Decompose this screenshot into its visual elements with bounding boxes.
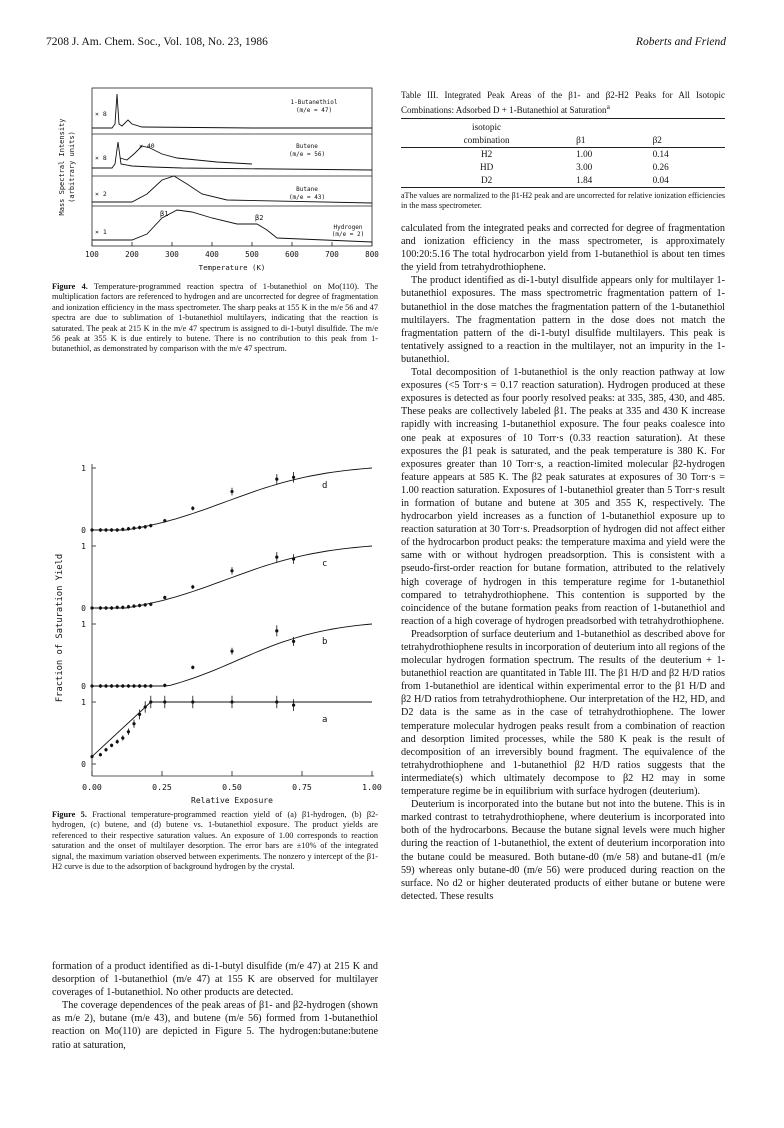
data-point xyxy=(110,744,113,747)
data-point xyxy=(99,753,102,756)
panel-label-c: c xyxy=(322,559,328,569)
figure-5-caption-text: Fractional temperature-programmed reaction yield of (a) β1-hydrogen, (b) β2-hydrogen, (c) butene, and (d) butene vs. 1-butanethiol exposure. The product yields are referenced to their respective saturation values. An exposure of 1.00 corresponds to reaction saturation and the onset of multilayer desorption. The error bars are ±10% of the integrated signal, the maximum variation observed between experiments. The nonzero y intercept of the β1-H2 curve is due to the adsorption of background hydrogen by the crystal. xyxy=(52,810,379,872)
trace-label: (m/e = 2) xyxy=(331,231,365,238)
trace-hydrogen xyxy=(92,210,372,242)
data-point xyxy=(90,528,93,531)
data-point xyxy=(104,528,107,531)
table-header: β1 xyxy=(576,135,586,146)
fig4-xtick: 600 xyxy=(285,250,299,259)
data-point xyxy=(230,490,233,493)
fig5-xtick: 1.00 xyxy=(362,782,382,792)
fig5-ytick-label: 0 xyxy=(81,682,86,691)
data-point xyxy=(121,736,124,739)
data-point xyxy=(275,478,278,481)
fig5-xtick: 0.25 xyxy=(152,782,172,792)
data-point xyxy=(144,705,147,708)
fig5-xtick: 0.50 xyxy=(222,782,242,792)
table-3-title: Table III. Integrated Peak Areas of the β1- and β2-H2 Peaks for All Isotopic Combinations: Adsorbed D + 1-Butanethiol at Saturation$^a$ xyxy=(401,90,725,115)
figure-5-caption xyxy=(52,810,378,872)
figure-5 xyxy=(52,458,382,804)
data-point xyxy=(292,640,295,643)
data-point xyxy=(110,684,113,687)
data-point xyxy=(191,666,194,669)
paragraph: Preadsorption of surface deuterium and 1-butanethiol as described above for tetrahydrothiophene results in incorporation of deuterium into all regions of the molecular hydrogen formation spectrum. The results of the deuterium + 1-butanethiol reaction are quantitated in Table III. The β1 H/D and β2 H/D ratios from 1-butanethiol are identical within experimental error to the β1 H/D and β2 H/D ratios from tetrahydrothiophene. Our interpretation of the H2, HD, and D2 data is the same as in the case of tetrahydrothiophene. The lower temperature molecular hydrogen peaks result from a combination of reaction and desorption limited processes, while the 580 K peak is the result of decomposition of an irreversibly bound fragment. The equivalence of the tetrahydrothiophene and 1-butanethiol β2 H/D ratios suggests that the intermediate(s) which ultimately decompose to β2 H2 may in some temperature regime be in equilibrium with surface hydrogen (deuterium). xyxy=(401,628,725,798)
fig4-xlabel: Temperature (K) xyxy=(198,263,266,272)
fig4-ylabel-2: (arbitrary units) xyxy=(68,131,76,203)
fit-curve-a xyxy=(92,702,372,757)
fig5-ylabel: Fraction of Saturation Yield xyxy=(55,553,65,703)
trace-inset-multiplier: × 40 xyxy=(139,142,155,150)
data-point xyxy=(104,748,107,751)
data-point xyxy=(292,557,295,560)
fit-curve-d xyxy=(92,468,372,530)
data-point xyxy=(149,700,152,703)
paragraph: The product identified as di-1-butyl disulfide appears only for multilayer 1-butanethiol exposures. The mass spectrometric fragmentation pattern of 1-butanethiol in the dose matches the fragmentation pattern of the 1-butanethiol multilayers. The fragmentation pattern in the dose does not match the fragmentation pattern of the di-1-butyl disulfide multilayers. This peak is tentatively assigned to a reaction in the multilayer, not an impurity in the 1-butanethiol. xyxy=(401,275,725,365)
figure-4-caption-text: Temperature-programmed reaction spectra of 1-butanethiol on Mo(110). The multiplication factors are referenced to hydrogen and are uncorrected for degree of fragmentation and ionization efficiency in the mass spectrometer. The sharp peaks at 155 K in the m/e 56 and 47 spectra are due to sublimation of 1-butanethiol multilayers, indicating that the reaction is saturated. The peak at 215 K in the m/e 47 spectrum is assigned to di-1-butyl disulfide. The m/e 56 peak at 355 K is due entirely to butene. There is no contribution to this peak from 1-butanethiol, as demonstrated by comparison with the m/e 47 spectrum. xyxy=(52,282,378,354)
data-point xyxy=(132,684,135,687)
data-point xyxy=(127,527,130,530)
paragraph: The coverage dependences of the peak areas of β1- and β2-hydrogen (shown as m/e 2), butane (m/e 43), and butene (m/e 56) formed from 1-butanethiol reaction on Mo(110) are depicted in Figure 5. The hydrogen:butane:butene ratio at saturation, xyxy=(52,1000,378,1051)
trace-label: Butene xyxy=(296,143,318,150)
data-point xyxy=(127,684,130,687)
data-point xyxy=(104,606,107,609)
fig5-ytick-label: 1 xyxy=(81,542,86,551)
data-point xyxy=(275,700,278,703)
left-body-text xyxy=(52,960,378,1052)
trace-multiplier: × 1 xyxy=(95,228,107,236)
fig5-ytick-label: 1 xyxy=(81,464,86,473)
trace-label: (m/e = 43) xyxy=(288,194,326,201)
data-point xyxy=(121,528,124,531)
panel-label-a: a xyxy=(322,715,328,725)
fig5-ytick-label: 0 xyxy=(81,526,86,535)
data-point xyxy=(90,755,93,758)
paragraph: calculated from the integrated peaks and corrected for degree of fragmentation and ionization efficiency in the mass spectrometer, is approximately 100:20:5.16 The total hydrocarbon yield from 1-butanethiol is about ten times the yield from tetrahydrothiophene. xyxy=(401,223,725,274)
data-point xyxy=(121,606,124,609)
data-point xyxy=(163,684,166,687)
data-point xyxy=(191,585,194,588)
data-point xyxy=(275,629,278,632)
fig5-ytick-label: 1 xyxy=(81,698,86,707)
data-point xyxy=(230,650,233,653)
data-point xyxy=(116,740,119,743)
figure-5-plot xyxy=(52,458,382,804)
peak-label-beta2: β2 xyxy=(255,214,264,222)
data-point xyxy=(138,604,141,607)
data-point xyxy=(127,605,130,608)
data-point xyxy=(138,684,141,687)
data-point xyxy=(163,700,166,703)
figure-4-caption-label: Figure 4. xyxy=(52,282,88,291)
figure-4-plot xyxy=(52,84,382,274)
trace-multiplier: × 2 xyxy=(95,190,107,198)
journal-citation: 7208 J. Am. Chem. Soc., Vol. 108, No. 23, 1986 xyxy=(46,36,268,48)
fig4-xtick: 200 xyxy=(125,250,139,259)
panel-label-b: b xyxy=(322,637,328,647)
data-point xyxy=(144,603,147,606)
fig4-xtick: 500 xyxy=(245,250,259,259)
data-point xyxy=(104,684,107,687)
fig5-xtick: 0.75 xyxy=(292,782,312,792)
fig5-ytick-label: 1 xyxy=(81,620,86,629)
data-point xyxy=(149,684,152,687)
peak-label-beta1: β1 xyxy=(160,210,169,218)
data-point xyxy=(132,722,135,725)
paragraph: Total decomposition of 1-butanethiol is the only reaction pathway at low exposures (<5 Torr·s = 0.17 reaction saturation). Hydrogen produced at these exposures is detected as four poorly resolved peaks: at 335, 385, 430, and 485. These peaks are collectively labeled β1. The peaks at 335 and 430 K increase rapidly with increasing 1-butanethiol exposure. The four peaks coalesce into one peak at exposures of 10 Torr·s (0.33 reaction saturation). At these exposures the β1 peak is saturated, and the peak temperature is 380 K. For exposures greater than 10 Torr·s, a reaction-limited molecular β2-hydrogen feature appears at 585 K. The β2 peak saturates at exposures of 30 Torr·s = 1.00 reaction saturation. Exposures of 1-butanethiol greater than 5 Torr·s result in formation of butane and butene at 305 and 355 K, respectively. The hydrocarbon yield increases as a function of 1-butanethiol exposure up to reaction saturation at 30 Torr·s. Preadsorption of hydrogen did not affect either of the hydrocarbon product peaks: the temperature maxima and yield were the same with or without hydrogen preadsorption. This is consistent with a pseudo-first-order reaction for butane formation, attributed to the relatively high coverage of hydrogen in this temperature regime for 1-butanethiol compared to tetrahydrothiophene. This contention is supported by the coincidence of the butane formation peaks from reaction of 1-butanethiol and reaction of a high coverage of hydrogen preadsorbed with tetrahydrothiophene. xyxy=(401,367,725,627)
fig5-xlabel: Relative Exposure xyxy=(191,796,273,804)
data-point xyxy=(90,606,93,609)
figure-5-caption-label: Figure 5. xyxy=(52,810,87,819)
trace-label: 1-Butanethiol xyxy=(290,99,338,106)
authors: Roberts and Friend xyxy=(635,36,726,48)
data-point xyxy=(191,700,194,703)
data-point xyxy=(149,524,152,527)
trace-multiplier: × 8 xyxy=(95,110,107,118)
data-point xyxy=(116,606,119,609)
data-point xyxy=(149,603,152,606)
data-point xyxy=(230,569,233,572)
trace-label: Butane xyxy=(296,186,318,193)
table-3-footnote: aThe values are normalized to the β1-H2 peak and are uncorrected for relative ionization efficiencies in the mass spectrometer. xyxy=(401,191,725,211)
fig5-xtick: 0.00 xyxy=(82,782,102,792)
table-header: isotopic combination xyxy=(463,122,510,146)
data-point xyxy=(132,605,135,608)
trace-butane xyxy=(92,176,372,203)
data-point xyxy=(90,684,93,687)
data-point xyxy=(116,528,119,531)
table-3 xyxy=(401,90,725,211)
table-row: D2 1.84 0.04 xyxy=(401,174,725,188)
data-point xyxy=(110,606,113,609)
fig5-ytick-label: 0 xyxy=(81,760,86,769)
data-point xyxy=(99,528,102,531)
trace-multiplier: × 8 xyxy=(95,154,107,162)
data-point xyxy=(99,684,102,687)
trace-butene xyxy=(92,142,372,170)
fig4-xtick: 300 xyxy=(165,250,179,259)
table-3-grid xyxy=(401,118,725,188)
fig4-xtick: 400 xyxy=(205,250,219,259)
data-point xyxy=(163,519,166,522)
data-point xyxy=(121,684,124,687)
paragraph: Deuterium is incorporated into the butane but not into the butene. This is in marked contrast to tetrahydrothiophene, where deuterium is incorporated into both of the hydrocarbons. Because the butane signal levels were much higher during the reaction of 1-butanethiol, the extent of deuterium incorporation into the butane could be measured. Both butane-d0 (m/e 58) and butane-d1 (m/e 59) whereas only butane-d0 (m/e 56) were produced during reaction on the surface. No d2 or higher deuterated products of either butane or butene were detected. These results xyxy=(401,799,725,902)
table-row: H2 1.00 0.14 xyxy=(401,148,725,162)
data-point xyxy=(110,528,113,531)
figure-4-caption xyxy=(52,282,378,355)
trace-label: Hydrogen xyxy=(333,224,363,231)
data-point xyxy=(292,476,295,479)
fit-curve-b xyxy=(92,624,372,686)
data-point xyxy=(144,684,147,687)
data-point xyxy=(138,526,141,529)
data-point xyxy=(275,556,278,559)
right-body-text xyxy=(401,222,725,903)
data-point xyxy=(191,507,194,510)
data-point xyxy=(292,704,295,707)
data-point xyxy=(99,606,102,609)
panel-label-d: d xyxy=(322,481,328,491)
fig4-xtick: 800 xyxy=(365,250,379,259)
data-point xyxy=(144,525,147,528)
fig4-xtick: 100 xyxy=(85,250,99,259)
data-point xyxy=(163,596,166,599)
table-header: β2 xyxy=(652,135,662,146)
trace-label: (m/e = 47) xyxy=(295,107,333,114)
data-point xyxy=(127,730,130,733)
trace-label: (m/e = 56) xyxy=(288,151,326,158)
data-point xyxy=(116,684,119,687)
paragraph: formation of a product identified as di-1-butyl disulfide (m/e 47) at 215 K and desorption of 1-butanethiol (m/e 47) at 155 K are observed for multilayer coverages of 1-butanethiol. No other products are detected. xyxy=(52,961,378,999)
fig5-ytick-label: 0 xyxy=(81,604,86,613)
figure-4 xyxy=(52,84,382,274)
fig4-xtick: 700 xyxy=(325,250,339,259)
data-point xyxy=(132,527,135,530)
data-point xyxy=(138,713,141,716)
fit-curve-c xyxy=(92,546,372,608)
table-row: HD 3.00 0.26 xyxy=(479,162,669,173)
fig4-ylabel-1: Mass Spectral Intensity xyxy=(58,118,66,216)
data-point xyxy=(230,700,233,703)
